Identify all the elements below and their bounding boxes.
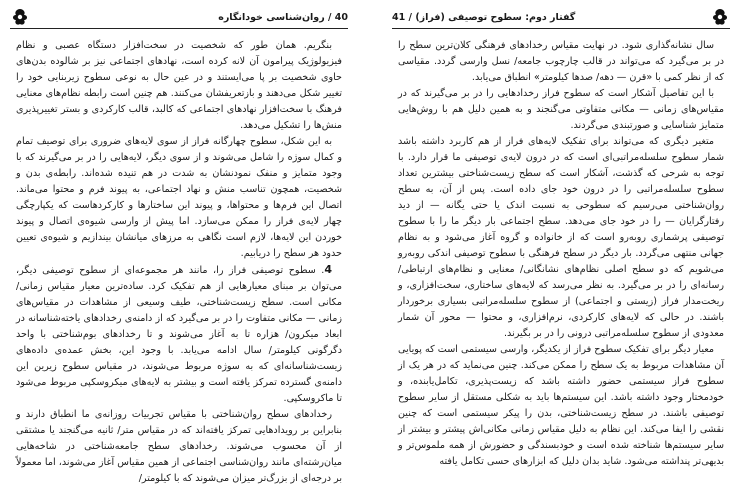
header-rule [392, 28, 730, 29]
running-header: 40 / روان‌شناسی خودانگاره [218, 11, 348, 23]
paragraph: بنگریم. همان طور که شخصیت در سخت‌افزار دستگاه عصبی و نظام فیزیولوژیک پیرامون آن لانه کرده است، نهادهای اجتماعی نیز بر شالوده بدن‌های حاوی شخصیت بر پا می‌ایستند و در عین حال به نوعی سطوح زیربنایی خود را تغییر شکل می‌دهند و بازتعریفشان می‌کنند. هم چنین است رابطه نظام‌های معنایی فرهنگ با سخت‌افزار نهادهای اجتماعی که کالبد، قالب کارکردی و بستر تغییرپذیری منش‌ها را تشکیل می‌دهد. [16, 40, 342, 131]
left-page [10, 0, 348, 487]
paragraph: معیار دیگر برای تفکیک سطوح فراز از یکدیگر، وارسی سیستمی است که پویایی آن مشاهدات مربوط به یک سطح را ممکن می‌کند. چنین می‌نماید که در هر یک از سطوح فراز سیستمی حضور داشته باشد که زیست‌پذیری، تکامل‌یابنده، و خودمختار وجود داشته باشد. این سیستم‌ها باید به شکلی مستقل از سایر سطوح توصیفی باشند. در سطح زیست‌شناختی، بدن را پیکر سیستمی است که چنین نقشی را ایفا می‌کند. این نظام به دلیل مقیاس زمانی مکانی‌اش پیشتر و بیشتر از سایر سیستم‌ها شناخته شده است و خودبسندگی و حضورش از همه ملموس‌تر و بدیهی‌تر پنداشته می‌شود. شاید بدان دلیل که ابزارهای حسی تکامل یافته [398, 344, 724, 467]
paragraph: سال نشانه‌گذاری شود. در نهایت مقیاس رخدادهای فرهنگی کلان‌ترین سطح را در بر می‌گیرد که می‌تواند در قالب چارچوب جامعه/ نسل وارسی گردد. مقیاسی که از نظر کمی با «قرن — دهه/ صدها کیلومتر» انطباق می‌یابد. [398, 40, 724, 83]
fleuron-ornament-icon [710, 7, 730, 27]
numbered-paragraph [16, 262, 342, 407]
paragraph: رخدادهای سطح روان‌شناختی با مقیاس تجربیات روزانه‌ی ما انطباق دارند و بنابراین بر رویدادهایی تمرکز یافته‌اند که در مقیاس متر/ ثانیه می‌گنجند یا مشتقی از آن محسوب می‌شوند. رخدادهای سطح جامعه‌شناختی در شاخه‌هایی میان‌رشته‌ای مانند روان‌شناسی اجتماعی از همین مقیاس آغاز می‌شوند، اما معمولاً بر درجه‌ای از بزرگ‌تر میزان می‌شوند که با کیلومتر/ [16, 409, 342, 484]
paragraph: با این تفاصیل آشکار است که سطوح فراز رخدادهایی را در بر می‌گیرند که در مقیاس‌های زمانی — مکانی متفاوتی می‌گنجند و به همین دلیل هم با روش‌هایی متمایز شناسایی و صورتبندی می‌گردند. [398, 88, 724, 131]
numbered-paragraph-text: . سطوح توصیفی فراز را، مانند هر مجموعه‌ای از سطوح توصیفی دیگر، می‌توان بر مبنای معیارهایی از هم تفکیک کرد. ساده‌ترین معیار مقیاس زمانی/ مکانی است. سطح زیست‌شناختی، طیف وسیعی از مشاهدات در مقیاس‌های زمانی — مکانی متفاوت را در بر می‌گیرد که از دامنه‌ی رخدادهای یاخته‌شناسانه در ابعاد میکرون/ هزاره تا به آغاز می‌شوند و تا رخدادهای بوم‌شناختی با واحد دگرگونی کیلومتر/ سال ادامه می‌یابد. با وجود این، بخش عمده‌ی داده‌های زیست‌شناسانه‌ای که به سوژه مربوط می‌شوند، در مقیاس سطوح زیرین این دامنه‌ی گسترده تمرکز یافته است و بیشتر به لایه‌های میکروسکپی مربوط می‌شود تا ماکروسکپی. [16, 265, 342, 404]
paragraph-number: 4 [324, 263, 332, 276]
running-header: گفتار دوم: سطوح توصیفی (فراز) / 41 [392, 11, 576, 23]
left-page-header [10, 6, 348, 28]
right-page [392, 0, 730, 487]
page-body [398, 38, 724, 470]
right-page-header [392, 6, 730, 28]
header-rule [10, 28, 348, 29]
paragraph: متغیر دیگری که می‌تواند برای تفکیک لایه‌های فراز از هم کاربرد داشته باشد شمار سطوح سلسله‌مراتبی‌ای است که در درون لایه‌ی توصیفی ما قرار دارد. با توجه به شرحی که گذشت، آشکار است که سطح زیست‌شناختی بیشترین تعداد سطوح سلسله‌مراتبی را در درون خود جای داده است. پس از آن، به سطح روان‌شناختی می‌رسیم که سطوحی به نسبت اندک یا حتی یگانه — از دید رفتارگرایان — را در خود جای می‌دهد. سطح اجتماعی بار دیگر ما را با سطوح توصیفی پرشماری روبه‌رو است که از خانواده و گروه آغاز می‌شود و به نظام جهانی منتهی می‌گردد. بار دیگر در سطح فرهنگی با سطوح توصیفی اندکی روبه‌رو می‌شویم که دو سطح اصلی نظام‌های نشانگانی/ معنایی و نظام‌های ارتباطی/ رسانه‌ای را در بر می‌گیرد. به نظر می‌رسد که لایه‌های ساختاری، سخت‌افزاری، و ریخت‌مدار فراز (زیستی و اجتماعی) از سطوح سلسله‌مراتبی بسیاری برخوردار باشند. در حالی که لایه‌های کارکردی، نرم‌افزاری، و محتوا — محور آن شمار معدودی از سطوح سلسله‌مراتبی درونی را در بر بگیرند. [398, 136, 724, 339]
page-body [16, 38, 342, 487]
fleuron-ornament-icon [10, 7, 30, 27]
paragraph: به این شکل، سطوح چهارگانه فراز از سوی لایه‌های ضروری برای توصیف تمام و کمال سوژه را شامل می‌شوند و از سوی دیگر، لایه‌هایی را در بر می‌گیرند که با وجود متمایز و منفک نمودنشان به شدت در هم تنیده شده‌اند. رابطه‌ی بدن و شخصیت، همچون تناسب منش و نهاد اجتماعی، به پیوند فرم و محتوا می‌ماند. اتصال این فرم‌ها و محتواها، و پیوند این ساختارها و کارکردهاست که یکپارچگی چهار لایه‌ی فراز را ممکن می‌سازد. اما پیش از وارسی شیوه‌ی اتصال و پیوند خوردن این لایه‌ها، لازم است نگاهی به مرزهای میانشان بیندازیم و شیوه‌ی تعیین حدود هر سطح را دریابیم. [16, 136, 342, 259]
